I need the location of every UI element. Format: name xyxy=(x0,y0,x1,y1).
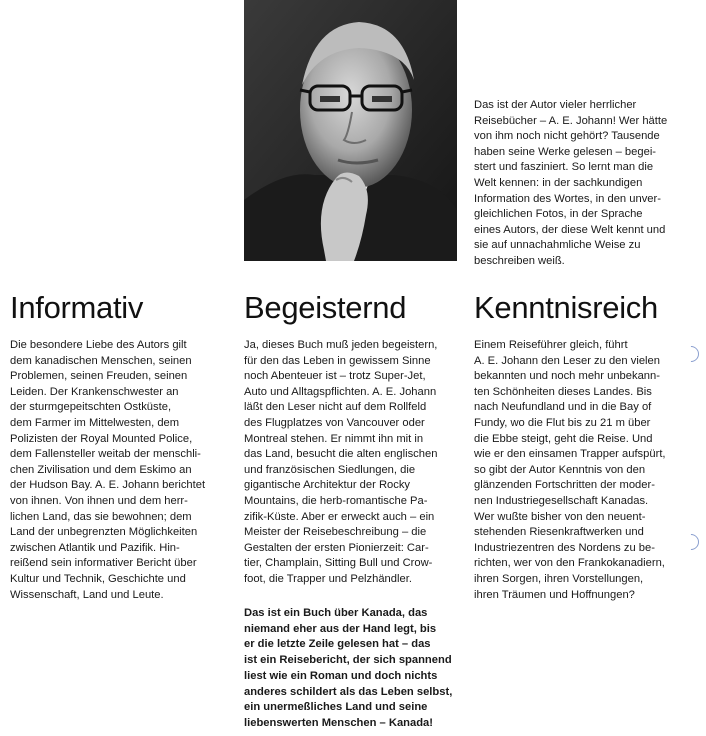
body-line: Wissenschaft, Land und Leute. xyxy=(10,588,164,601)
summary-line: Das ist ein Buch über Kanada, das xyxy=(244,607,428,619)
body-line: und französischen Siedlungen, die xyxy=(244,463,416,476)
summary-line: er die letzte Zeile gelesen hat – das xyxy=(244,638,431,651)
body-line: Industriezentren des Nordens zu be- xyxy=(474,541,655,554)
intro-line: stert und fasziniert. So lernt man die xyxy=(474,161,654,174)
intro-paragraph xyxy=(474,98,704,270)
column-heading: Informativ xyxy=(10,290,144,325)
column-body xyxy=(10,338,230,603)
body-line: Meister der Reisebeschreibung – die xyxy=(244,526,427,539)
intro-line: gleichlichen Fotos, in der Sprache xyxy=(474,208,643,221)
intro-line: Das ist der Autor vieler herrlicher xyxy=(474,99,637,111)
body-line: dem Fallensteller weitab der menschli- xyxy=(10,448,201,461)
body-line: Land der unbegrenzten Möglichkeiten xyxy=(10,526,198,539)
summary-line: liest wie ein Roman und doch nichts xyxy=(244,669,438,682)
intro-line: haben seine Werke gelesen – begei- xyxy=(474,145,657,158)
body-line: läßt den Leser nicht auf dem Rollfeld xyxy=(244,401,427,414)
body-line: die Ebbe steigt, geht die Reise. Und xyxy=(474,432,653,445)
body-line: ten Schönheiten dieses Landes. Bis xyxy=(474,385,652,398)
body-line: der sturmgepeitschten Ostküste, xyxy=(10,401,172,414)
summary-line: liebenswerten Menschen – Kanada! xyxy=(244,716,434,729)
body-line: bekannten und noch mehr unbekann- xyxy=(474,370,660,383)
body-line: lichen Land, das sie bewohnen; dem xyxy=(10,510,192,523)
body-line: gigantische Architektur der Rocky xyxy=(244,479,411,492)
body-line: ihren Träumen und Hoffnungen? xyxy=(474,588,635,601)
intro-line: Welt kennen: in der sachkundigen xyxy=(474,176,643,189)
body-line: stehenden Riesenkraftwerken und xyxy=(474,526,644,539)
column-heading: Kenntnisreich xyxy=(474,290,658,325)
body-line: Leiden. Der Krankenschwester an xyxy=(10,385,179,398)
body-line: dem kanadischen Menschen, seinen xyxy=(10,354,192,367)
body-line: Polizisten der Royal Mounted Police, xyxy=(10,432,193,445)
body-line: Gestalten der ersten Pionierzeit: Car- xyxy=(244,541,429,554)
body-line: reißend sein informativer Bericht über xyxy=(10,557,197,570)
body-line: ihren Sorgen, ihren Vorstellungen, xyxy=(474,572,644,585)
body-line: Auto und Alltagspflichten. A. E. Johann xyxy=(244,385,437,398)
intro-line: von ihm noch nicht gehört? Tausende xyxy=(474,130,660,143)
body-line: Problemen, seinen Freuden, seinen xyxy=(10,370,188,383)
summary-line: ein unermeßliches Land und seine xyxy=(244,701,428,714)
body-line: Einem Reiseführer gleich, führt xyxy=(474,339,628,351)
summary-line: anderes schildert als das Leben selbst, xyxy=(244,685,453,698)
body-line: glänzenden Fortschritten der moder- xyxy=(474,479,655,492)
body-line: von ihnen. Von ihnen und dem herr- xyxy=(10,494,188,507)
body-line: dem Farmer im Mittelwesten, dem xyxy=(10,416,180,429)
body-line: Kultur und Technik, Geschichte und xyxy=(10,572,186,585)
body-line: Fundy, wo die Flut bis zu 21 m über xyxy=(474,416,651,429)
intro-line: sie auf unnachahmliche Weise zu xyxy=(474,239,641,252)
body-line: A. E. Johann den Leser zu den vielen xyxy=(474,354,660,367)
body-line: foot, die Trapper und Pelzhändler. xyxy=(244,572,412,585)
summary-line: ist ein Reisebericht, der sich spannend xyxy=(244,654,452,667)
body-line: das Land, besucht die alten englischen xyxy=(244,448,438,461)
body-line: Die besondere Liebe des Autors gilt xyxy=(10,339,187,351)
summary-paragraph xyxy=(244,606,469,732)
intro-line: eines Autors, der diese Welt kennt und xyxy=(474,223,666,236)
body-line: zwischen Atlantik und Pazifik. Hin- xyxy=(10,541,180,554)
column-body xyxy=(244,338,469,588)
body-line: Montreal stehen. Er nimmt ihn mit in xyxy=(244,432,424,445)
body-line: nach Neufundland und in die Bay of xyxy=(474,401,652,414)
body-line: der Hudson Bay. A. E. Johann berichtet xyxy=(10,479,206,492)
column-begeisternd xyxy=(244,290,469,588)
body-line: so gibt der Autor Kenntnis von den xyxy=(474,463,646,476)
column-informativ xyxy=(10,290,230,603)
body-line: chen Zivilisation und dem Eskimo an xyxy=(10,463,192,476)
body-line: zifik-Küste. Aber er erweckt auch – ein xyxy=(244,510,435,523)
body-line: Wer wußte bisher von den neuent- xyxy=(474,510,646,523)
body-line: richten, wer von den Frankokanadiern, xyxy=(474,557,665,570)
body-line: Mountains, die herb-romantische Pa- xyxy=(244,494,428,507)
column-heading: Begeisternd xyxy=(244,290,407,325)
body-line: für den das Leben in gewissem Sinne xyxy=(244,354,431,367)
intro-line: beschreiben weiß. xyxy=(474,254,565,267)
body-line: tier, Champlain, Sitting Bull und Crow- xyxy=(244,557,433,570)
intro-line: Information des Wortes, in den unver- xyxy=(474,192,661,205)
intro-line: Reisebücher – A. E. Johann! Wer hätte xyxy=(474,114,668,127)
author-portrait xyxy=(244,0,457,261)
body-line: nen Industriegesellschaft Kanadas. xyxy=(474,494,649,507)
body-line: wie er den einsamen Trapper aufspürt, xyxy=(474,448,666,461)
body-line: Ja, dieses Buch muß jeden begeistern, xyxy=(244,339,438,351)
column-body xyxy=(474,338,699,603)
portrait-image xyxy=(244,0,457,261)
body-line: des Flugplatzes von Vancouver oder xyxy=(244,416,425,429)
column-kenntnisreich xyxy=(474,290,699,603)
summary-line: niemand eher aus der Hand legt, bis xyxy=(244,622,437,635)
body-line: noch Abenteuer ist – trotz Super-Jet, xyxy=(244,370,426,383)
